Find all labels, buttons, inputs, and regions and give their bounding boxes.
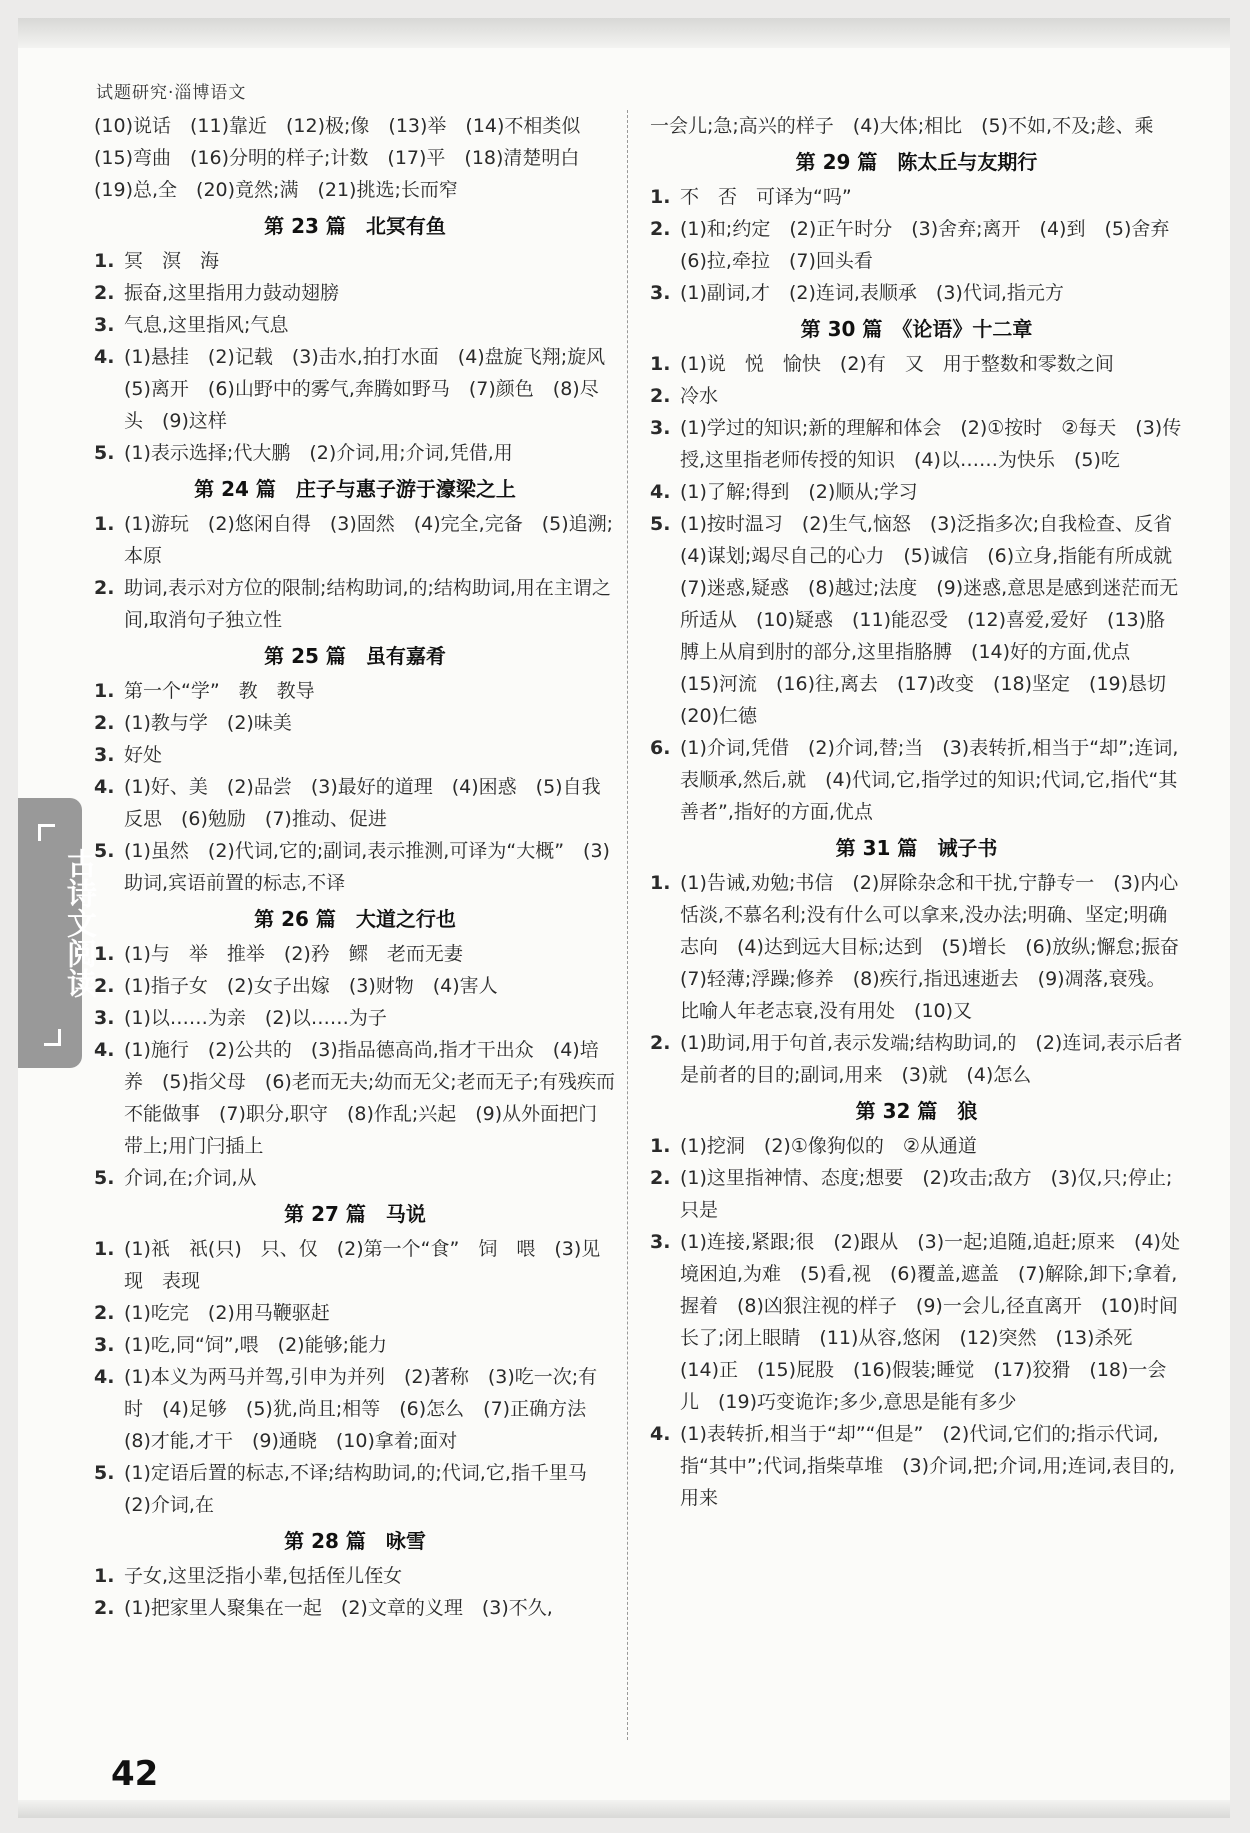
answer-item xyxy=(94,1329,616,1361)
tab-bracket-bottom xyxy=(44,1029,61,1046)
answer-number: 1. xyxy=(94,513,115,535)
answer-number: 3. xyxy=(650,1231,671,1253)
answer-text: (1)与 举 推举 (2)矜 鳏 老而无妻 xyxy=(124,943,463,965)
section-title: 第 26 篇 大道之行也 xyxy=(254,907,456,931)
section-title: 第 24 篇 庄子与惠子游于濠梁之上 xyxy=(194,477,516,501)
answer-item xyxy=(94,938,616,970)
answer-number: 4. xyxy=(650,1423,671,1445)
section-title: 第 27 篇 马说 xyxy=(284,1202,426,1226)
answer-number: 5. xyxy=(94,1167,115,1189)
answer-item xyxy=(650,181,1183,213)
answer-number: 1. xyxy=(650,353,671,375)
answer-text: (1)吃,同“饲”,喂 (2)能够;能力 xyxy=(124,1334,387,1356)
scan-top-edge xyxy=(18,18,1230,48)
section-title: 第 28 篇 咏雪 xyxy=(284,1529,426,1553)
section-title: 第 23 篇 北冥有鱼 xyxy=(264,214,446,238)
answer-text: 介词,在;介词,从 xyxy=(124,1167,257,1189)
answer-number: 4. xyxy=(94,1039,115,1061)
section-side-tab-label: 古诗文阅读 xyxy=(61,848,96,998)
answer-number: 1. xyxy=(650,1135,671,1157)
answer-page xyxy=(18,18,1230,1818)
section-title: 第 32 篇 狼 xyxy=(855,1099,978,1123)
answer-number: 2. xyxy=(94,712,115,734)
answer-number: 3. xyxy=(650,417,671,439)
answer-text: (1)把家里人聚集在一起 (2)文章的义理 (3)不久, xyxy=(124,1597,553,1619)
answer-number: 2. xyxy=(650,218,671,240)
answer-text: (1)连接,紧跟;很 (2)跟从 (3)一起;追随,追赶;原来 (4)处境困迫,为难 (5)看,视 (6)覆盖,遮盖 (7)解除,卸下;拿着,握着 (8)凶狠注视的样子 (9)一会儿,径直离开 (10)时间长了;闭上眼睛 (11)从容,悠闲 (12)突然 (13)杀死 (14)正 (15)屁股 (16)假装;睡觉 (17)狡猾 (18)一会儿 (19)巧变诡诈;多少,意思是能有多少 xyxy=(680,1231,1180,1413)
answer-text: (1)定语后置的标志,不译;结构助词,的;代词,它,指千里马 (2)介词,在 xyxy=(124,1462,606,1516)
answer-text: (1)和;约定 (2)正午时分 (3)舍弃;离开 (4)到 (5)舍弃 (6)拉,牵拉 (7)回头看 xyxy=(680,218,1189,272)
answer-text: 助词,表示对方位的限制;结构助词,的;结构助词,用在主谓之间,取消句子独立性 xyxy=(124,577,611,631)
answer-text: (1)了解;得到 (2)顺从;学习 xyxy=(680,481,918,503)
answer-item xyxy=(650,1226,1183,1418)
answer-item xyxy=(94,835,616,899)
answer-number: 1. xyxy=(650,186,671,208)
answer-item xyxy=(94,1297,616,1329)
answer-number: 1. xyxy=(94,1565,115,1587)
answer-item xyxy=(650,476,1183,508)
answer-text: 第一个“学” 教 教导 xyxy=(124,680,315,702)
page-number: 42 xyxy=(111,1754,159,1794)
answer-text: 冥 溟 海 xyxy=(124,250,220,272)
answer-text: (1)这里指神情、态度;想要 (2)攻击;敌方 (3)仅,只;停止;只是 xyxy=(680,1167,1173,1221)
answer-item xyxy=(94,1592,616,1624)
answer-text: (1)以……为亲 (2)以……为子 xyxy=(124,1007,387,1029)
answer-item xyxy=(94,572,616,636)
answer-item xyxy=(94,739,616,771)
answer-text: (1)施行 (2)公共的 (3)指品德高尚,指才干出众 (4)培养 (5)指父母 (6)老而无夫;幼而无父;老而无子;有残疾而不能做事 (7)职分,职守 (8)作乱;兴起 (9)从外面把门带上;用门闩插上 xyxy=(124,1039,616,1157)
answer-number: 1. xyxy=(94,680,115,702)
section-title: 第 30 篇 《论语》十二章 xyxy=(800,317,1033,341)
answer-item xyxy=(94,341,625,437)
answer-text: (1)告诫,劝勉;书信 (2)屏除杂念和干扰,宁静专一 (3)内心恬淡,不慕名利;没有什么可以拿来,没办法;明确、坚定;明确志向 (4)达到远大目标;达到 (5)增长 (6)放纵;懈怠;振奋 (7)轻薄;浮躁;修养 (8)疾行,指迅速逝去 (9)凋落,衰残。比喻人年老志衰,没有用处 (10)又 xyxy=(680,872,1198,1022)
answer-text: (1)按时温习 (2)生气,恼怒 (3)泛指多次;自我检查、反省 (4)谋划;竭尽自己的心力 (5)诚信 (6)立身,指能有所成就 (7)迷惑,疑惑 (8)越过;法度 (9)迷惑,意思是感到迷茫而无所适从 (10)疑惑 (11)能忍受 (12)喜爱,爱好 (13)胳膊上从肩到肘的部分,这里指胳膊 (14)好的方面,优点 (15)河流 (16)往,离去 (17)改变 (18)坚定 (19)恳切 (20)仁德 xyxy=(680,513,1192,727)
answer-item xyxy=(650,1130,1183,1162)
answer-item xyxy=(650,867,1198,1027)
answer-text: (1)说 悦 愉快 (2)有 又 用于整数和零数之间 xyxy=(680,353,1114,375)
answer-item xyxy=(650,1418,1183,1514)
answer-text: 冷水 xyxy=(680,385,719,407)
answer-item xyxy=(94,675,616,707)
answer-item xyxy=(94,707,616,739)
answer-item xyxy=(94,771,616,835)
answer-text: (1)好、美 (2)品尝 (3)最好的道理 (4)困惑 (5)自我反思 (6)勉励 (7)推动、促进 xyxy=(124,776,601,830)
answer-number: 5. xyxy=(94,840,115,862)
answer-item xyxy=(650,277,1183,309)
answer-item xyxy=(94,970,616,1002)
answer-number: 4. xyxy=(650,481,671,503)
answer-item xyxy=(94,1361,616,1457)
answer-text: (1)助词,用于句首,表示发端;结构助词,的 (2)连词,表示后者是前者的目的;副词,用来 (3)就 (4)怎么 xyxy=(680,1032,1183,1086)
tab-bracket-top xyxy=(38,824,55,841)
answer-number: 2. xyxy=(94,1302,115,1324)
answer-number: 4. xyxy=(94,346,115,368)
left-column xyxy=(94,110,625,1624)
column-divider xyxy=(627,110,628,1740)
section-title: 第 29 篇 陈太丘与友期行 xyxy=(795,150,1038,174)
answer-number: 2. xyxy=(94,975,115,997)
answer-number: 2. xyxy=(94,282,115,304)
answer-text: (1)表转折,相当于“却”“但是” (2)代词,它们的;指示代词,指“其中”;代词,指柴草堆 (3)介词,把;介词,用;连词,表目的,用来 xyxy=(680,1423,1176,1509)
answer-item xyxy=(94,1162,616,1194)
answer-number: 1. xyxy=(650,872,671,894)
answer-number: 5. xyxy=(650,513,671,535)
answer-item xyxy=(650,412,1183,476)
answer-text: 子女,这里泛指小辈,包括侄儿侄女 xyxy=(124,1565,403,1587)
answer-text: 好处 xyxy=(124,744,163,766)
answer-item xyxy=(94,437,616,469)
scan-bottom-edge xyxy=(18,1800,1230,1818)
answer-number: 3. xyxy=(94,314,115,336)
answer-number: 3. xyxy=(94,1334,115,1356)
section-title: 第 25 篇 虽有嘉肴 xyxy=(264,644,446,668)
answer-text: (1)教与学 (2)味美 xyxy=(124,712,292,734)
answer-item xyxy=(94,309,616,341)
answer-text: (1)虽然 (2)代词,它的;副词,表示推测,可译为“大概” (3)助词,宾语前置的标志,不译 xyxy=(124,840,610,894)
answer-text: (1)表示选择;代大鹏 (2)介词,用;介词,凭借,用 xyxy=(124,442,513,464)
answer-text: (1)悬挂 (2)记载 (3)击水,拍打水面 (4)盘旋飞翔;旋风 (5)离开 (6)山野中的雾气,奔腾如野马 (7)颜色 (8)尽头 (9)这样 xyxy=(124,346,625,432)
answer-item xyxy=(650,1162,1183,1226)
answer-text: (1)学过的知识;新的理解和体会 (2)①按时 ②每天 (3)传授,这里指老师传授的知识 (4)以……为快乐 (5)吃 xyxy=(680,417,1182,471)
answer-number: 2. xyxy=(94,1597,115,1619)
answer-number: 2. xyxy=(650,1032,671,1054)
answer-item xyxy=(94,245,616,277)
answer-number: 5. xyxy=(94,442,115,464)
answer-number: 2. xyxy=(94,577,115,599)
answer-number: 3. xyxy=(94,1007,115,1029)
answer-number: 5. xyxy=(94,1462,115,1484)
answer-text: 不 否 可译为“吗” xyxy=(680,186,852,208)
answer-item xyxy=(94,1560,616,1592)
answer-item xyxy=(650,1027,1183,1091)
answer-number: 1. xyxy=(94,250,115,272)
answer-text: (1)本义为两马并驾,引申为并列 (2)著称 (3)吃一次;有时 (4)足够 (5)犹,尚且;相等 (6)怎么 (7)正确方法 (8)才能,才干 (9)通晓 (10)拿着;面对 xyxy=(124,1366,606,1452)
answer-item xyxy=(650,380,1183,412)
answer-item xyxy=(650,732,1183,828)
answer-text: (1)祇 祇(只) 只、仅 (2)第一个“食” 饲 喂 (3)见 现 表现 xyxy=(124,1238,620,1292)
answer-text: 振奋,这里指用力鼓动翅膀 xyxy=(124,282,340,304)
answer-text: (1)副词,才 (2)连词,表顺承 (3)代词,指元方 xyxy=(680,282,1064,304)
answer-item xyxy=(650,348,1183,380)
answer-number: 3. xyxy=(94,744,115,766)
answer-item xyxy=(94,1457,616,1521)
answer-item xyxy=(94,1034,616,1162)
answer-number: 2. xyxy=(650,385,671,407)
answer-item xyxy=(94,277,616,309)
right-column xyxy=(650,110,1198,1514)
answer-item xyxy=(650,213,1189,277)
answer-number: 6. xyxy=(650,737,671,759)
answer-number: 2. xyxy=(650,1167,671,1189)
continued-text: 一会儿;急;高兴的样子 (4)大体;相比 (5)不如,不及;趁、乘 xyxy=(650,115,1154,137)
answer-number: 3. xyxy=(650,282,671,304)
answer-number: 1. xyxy=(94,943,115,965)
answer-text: (1)游玩 (2)悠闲自得 (3)固然 (4)完全,完备 (5)追溯;本原 xyxy=(124,513,614,567)
answer-item xyxy=(650,508,1192,732)
continued-text: (10)说话 (11)靠近 (12)极;像 (13)举 (14)不相类似 (15)弯曲 (16)分明的样子;计数 (17)平 (18)清楚明白 (19)总,全 (20)竟然;满 (21)挑选;长而窄 xyxy=(94,115,600,201)
answer-number: 1. xyxy=(94,1238,115,1260)
answer-text: (1)介词,凭借 (2)介词,替;当 (3)表转折,相当于“却”;连词,表顺承,然后,就 (4)代词,它,指学过的知识;代词,它,指代“其善者”,指好的方面,优点 xyxy=(680,737,1179,823)
answer-number: 4. xyxy=(94,1366,115,1388)
running-header: 试题研究·淄博语文 xyxy=(96,83,247,103)
section-side-tab xyxy=(18,798,96,1068)
section-title: 第 31 篇 诫子书 xyxy=(835,836,998,860)
answer-text: (1)指子女 (2)女子出嫁 (3)财物 (4)害人 xyxy=(124,975,498,997)
answer-item xyxy=(94,1233,620,1297)
answer-item xyxy=(94,508,616,572)
answer-number: 4. xyxy=(94,776,115,798)
answer-text: (1)挖洞 (2)①像狗似的 ②从通道 xyxy=(680,1135,977,1157)
answer-text: 气息,这里指风;气息 xyxy=(124,314,289,336)
answer-text: (1)吃完 (2)用马鞭驱赶 xyxy=(124,1302,330,1324)
answer-item xyxy=(94,1002,616,1034)
